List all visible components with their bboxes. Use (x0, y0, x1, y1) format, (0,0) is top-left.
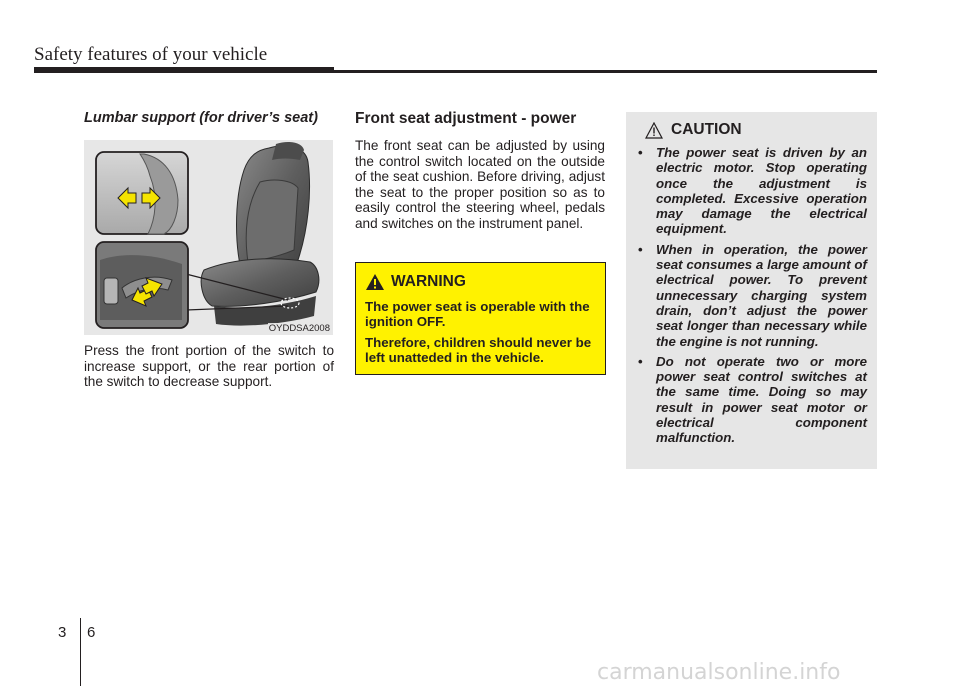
figure-code: OYDDSA2008 (268, 323, 330, 334)
header-rule (34, 70, 877, 73)
caution-header (636, 121, 867, 139)
warning-text-2: Therefore, children should never be left unatteded in the vehicle. (365, 334, 592, 366)
caution-item: • Do not operate two or more power seat control switches at the same time. Doing so may result in power seat motor or electrical component malfunction. (636, 354, 867, 446)
warning-text-1: The power seat is operable with the ignition OFF. (365, 299, 590, 330)
lumbar-body-text: Press the front portion of the switch to increase support, or the rear portion of the switch to decrease support. (84, 343, 334, 390)
page-rule (80, 618, 81, 686)
section-number: 3 (58, 624, 67, 641)
page-header-title: Safety features of your vehicle (34, 44, 268, 65)
warning-header (365, 273, 596, 291)
caution-list (636, 145, 867, 446)
caution-item: • The power seat is driven by an electric motor. Stop operating once the adjustment is completed. Excessive operation may damage the electrical equipment. (636, 145, 867, 237)
warning-box (355, 262, 606, 375)
lumbar-body-wrap (84, 343, 334, 390)
front-seat-body-text: The front seat can be adjusted by using the control switch located on the outside of the seat cushion. Before driving, adjust the seat to the proper position so as to easily control the steering wheel, pedals and switches on the instrument panel. (355, 138, 605, 231)
watermark-text: carmanualsonline.info (597, 660, 841, 685)
caution-triangle-icon (645, 122, 663, 139)
caution-title: CAUTION (671, 121, 742, 138)
page-number: 6 (87, 624, 96, 641)
caution-item: • When in operation, the power seat consumes a large amount of electrical power. To prevent unnecessary charging system drain, don’t adjust the power seat longer than necessary while the engine is not running. (636, 242, 867, 349)
warning-triangle-icon (365, 273, 385, 291)
seat-figure (84, 140, 333, 335)
lumbar-subtitle: Lumbar support (for driver’s seat) (84, 110, 318, 126)
lumbar-section (84, 110, 334, 126)
caution-box (626, 112, 877, 469)
seat-illustration (84, 140, 333, 335)
front-seat-title: Front seat adjustment - power (355, 110, 577, 127)
front-seat-section (355, 110, 605, 232)
warning-title: WARNING (391, 273, 466, 290)
